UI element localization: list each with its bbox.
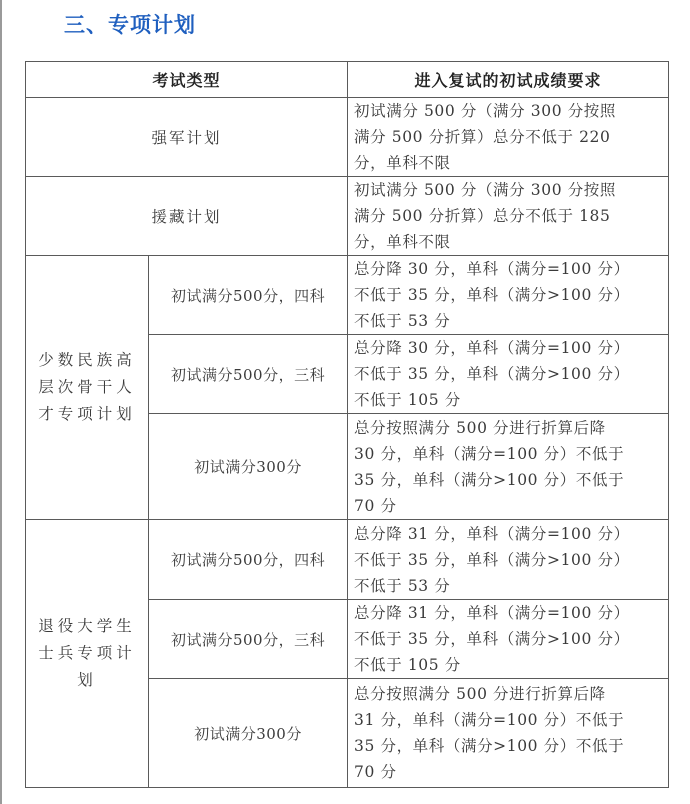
table-row xyxy=(26,177,669,256)
table-header-row xyxy=(26,62,669,98)
requirement-line: 35 分，单科（满分>100 分）不低于 xyxy=(354,737,625,755)
requirement-line: 不低于 35 分，单科（满分>100 分） xyxy=(354,365,630,383)
group-name-cell xyxy=(26,256,149,520)
requirement-line: 总分按照满分 500 分进行折算后降 xyxy=(354,685,606,703)
requirement-cell xyxy=(348,177,669,256)
requirement-line: 满分 500 分折算）总分不低于 185 xyxy=(354,207,611,225)
group-name-line: 才专项计划 xyxy=(38,405,136,423)
requirement-line: 不低于 105 分 xyxy=(354,391,461,409)
group-name-cell xyxy=(26,520,149,788)
sub-type-cell: 初试满分500分，三科 xyxy=(149,335,348,414)
group-name-line: 少数民族高 xyxy=(38,351,136,369)
requirement-line: 满分 500 分折算）总分不低于 220 xyxy=(354,128,611,146)
header-score-requirement: 进入复试的初试成绩要求 xyxy=(348,62,669,98)
requirement-cell xyxy=(348,98,669,177)
requirement-line: 30 分，单科（满分=100 分）不低于 xyxy=(354,444,625,463)
sub-type-cell: 初试满分500分，四科 xyxy=(149,256,348,335)
sub-type-cell: 初试满分500分，四科 xyxy=(149,520,348,600)
requirement-line: 不低于 53 分 xyxy=(354,576,451,595)
requirement-line: 总分按照满分 500 分进行折算后降 xyxy=(354,418,606,437)
requirement-line: 总分降 31 分，单科（满分=100 分） xyxy=(354,604,630,622)
requirement-line: 不低于 53 分 xyxy=(354,312,451,330)
requirement-line: 不低于 105 分 xyxy=(354,656,461,674)
requirement-line: 总分降 30 分，单科（满分=100 分） xyxy=(354,339,630,357)
sub-type-cell: 初试满分300分 xyxy=(149,414,348,520)
requirement-line: 分，单科不限 xyxy=(354,233,451,251)
requirement-line: 35 分，单科（满分>100 分）不低于 xyxy=(354,470,625,489)
requirement-cell xyxy=(348,414,669,520)
exam-type-cell: 强军计划 xyxy=(26,98,348,177)
section-title: 三、专项计划 xyxy=(64,13,196,37)
requirement-line: 31 分，单科（满分=100 分）不低于 xyxy=(354,711,625,729)
requirement-line: 不低于 35 分，单科（满分>100 分） xyxy=(354,550,630,569)
requirement-line: 总分降 30 分，单科（满分=100 分） xyxy=(354,260,630,278)
group-name-line: 士兵专项计 xyxy=(38,644,136,662)
requirement-line: 分，单科不限 xyxy=(354,154,451,172)
table-row xyxy=(26,256,669,335)
requirement-cell xyxy=(348,600,669,679)
requirement-line: 不低于 35 分，单科（满分>100 分） xyxy=(354,630,630,648)
page-edge-line xyxy=(0,0,2,804)
requirement-line: 70 分 xyxy=(354,496,397,515)
requirement-cell xyxy=(348,520,669,600)
requirement-line: 初试满分 500 分（满分 300 分按照 xyxy=(354,102,616,120)
requirement-cell xyxy=(348,335,669,414)
header-exam-type: 考试类型 xyxy=(26,62,348,98)
exam-type-cell: 援藏计划 xyxy=(26,177,348,256)
table-row xyxy=(26,98,669,177)
sub-type-cell: 初试满分500分，三科 xyxy=(149,600,348,679)
table-row xyxy=(26,520,669,600)
requirement-cell xyxy=(348,256,669,335)
special-program-requirements-table xyxy=(25,61,669,788)
requirement-line: 初试满分 500 分（满分 300 分按照 xyxy=(354,181,616,199)
requirement-line: 不低于 35 分，单科（满分>100 分） xyxy=(354,286,630,304)
sub-type-cell: 初试满分300分 xyxy=(149,679,348,788)
group-name-line: 层次骨干人 xyxy=(38,378,136,396)
requirement-cell xyxy=(348,679,669,788)
group-name-line: 划 xyxy=(77,671,97,689)
requirement-line: 70 分 xyxy=(354,763,397,781)
requirement-line: 总分降 31 分，单科（满分=100 分） xyxy=(354,524,630,543)
group-name-line: 退役大学生 xyxy=(38,617,136,635)
